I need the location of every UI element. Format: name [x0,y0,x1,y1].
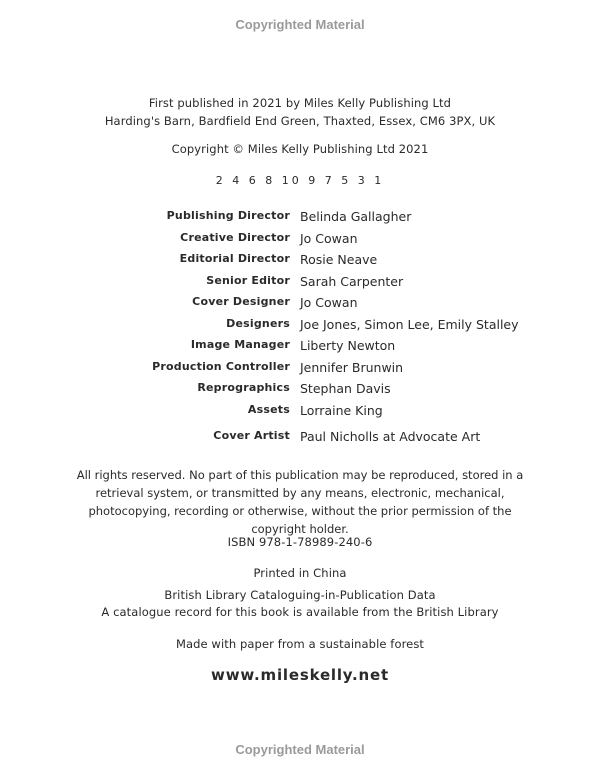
credit-name: Rosie Neave [300,252,378,267]
credit-role: Image Manager [190,338,290,351]
first-published-line: First published in 2021 by Miles Kelly Publishing Ltd [148,96,452,110]
credit-role: Senior Editor [206,274,290,287]
credit-name: Sarah Carpenter [300,274,404,289]
credit-role: Reprographics [197,381,290,394]
publisher-address: Harding's Barn, Bardfield End Green, Thaxted, Essex, CM6 3PX, UK [104,114,496,128]
print-numbers: 2 4 6 8 10 9 7 5 3 1 [215,174,385,187]
credit-name: Lorraine King [300,403,383,418]
credit-role: Production Controller [152,360,290,373]
rights-statement: All rights reserved. No part of this publication may be reproduced, stored in a retrieval system, or transmitted by any means, electronic, mechanical, photocopying, recording or otherwise, without the prior permission of the copyright holder. [76,468,524,536]
credit-row [0,338,600,354]
credit-row [0,295,600,311]
credit-name: Jo Cowan [300,231,358,246]
credit-role: Creative Director [180,231,290,244]
credit-row [0,209,600,225]
copyright-line: Copyright © Miles Kelly Publishing Ltd 2021 [171,142,429,156]
credit-row [0,231,600,247]
credit-row [0,274,600,290]
credit-role: Designers [226,317,290,330]
credit-row [0,252,600,268]
paper-statement: Made with paper from a sustainable forest [175,637,425,651]
credit-name: Paul Nicholls at Advocate Art [300,429,481,444]
credit-name: Jennifer Brunwin [300,360,404,375]
cover-artist-row [0,429,600,445]
credit-row [0,360,600,376]
isbn: ISBN 978-1-78989-240-6 [227,535,373,549]
cataloguing-line-1: British Library Cataloguing-in-Publication Data [164,588,436,602]
credit-name: Liberty Newton [300,338,396,353]
printed-in: Printed in China [253,566,347,580]
credit-name: Belinda Gallagher [300,209,412,224]
watermark-bottom: Copyrighted Material [235,742,365,757]
credit-role: Editorial Director [179,252,290,265]
credit-role: Cover Artist [213,429,290,442]
credit-name: Stephan Davis [300,381,391,396]
credit-role: Publishing Director [166,209,290,222]
credit-name: Jo Cowan [300,295,358,310]
credit-role: Cover Designer [192,295,290,308]
credit-row [0,403,600,419]
credit-row [0,381,600,397]
website-link[interactable]: www.mileskelly.net [211,666,389,684]
credit-role: Assets [247,403,290,416]
credit-name: Joe Jones, Simon Lee, Emily Stalley [300,317,519,332]
credit-row [0,317,600,333]
cataloguing-line-2: A catalogue record for this book is available from the British Library [101,605,499,619]
watermark-top: Copyrighted Material [235,17,365,32]
